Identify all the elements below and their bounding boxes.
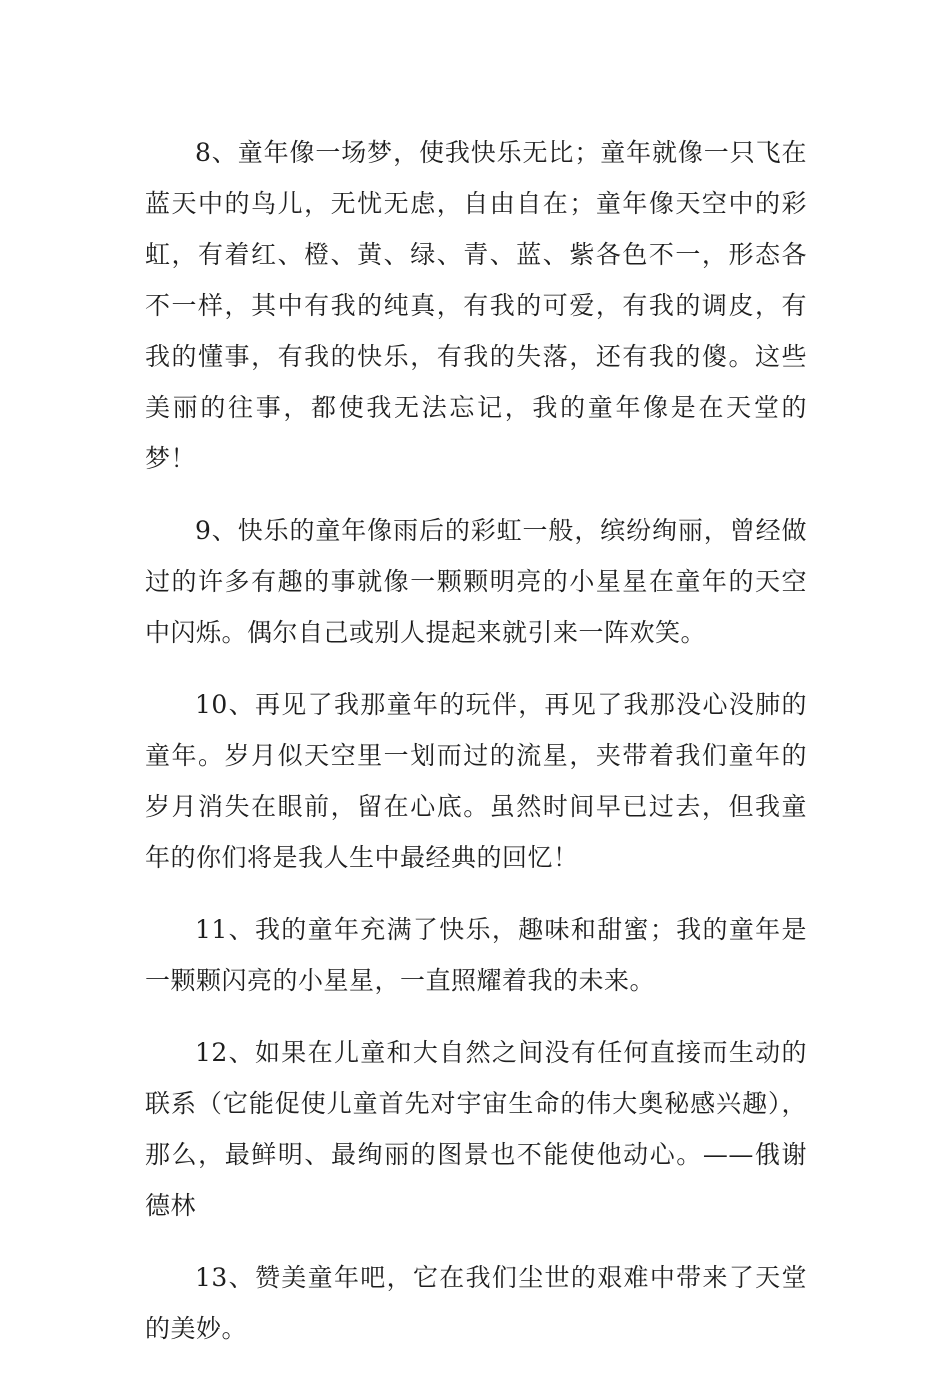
document-body bbox=[145, 127, 807, 1375]
paragraph-10: 10、再见了我那童年的玩伴，再见了我那没心没肺的童年。岁月似天空里一划而过的流星，夹带着我们童年的岁月消失在眼前，留在心底。虽然时间早已过去，但我童年的你们将是我人生中最经典的回忆！ bbox=[145, 690, 807, 872]
paragraph-12: 12、如果在儿童和大自然之间没有任何直接而生动的联系（它能促使儿童首先对宇宙生命的伟大奥秘感兴趣），那么，最鲜明、最绚丽的图景也不能使他动心。——俄谢德林 bbox=[145, 1038, 807, 1220]
paragraph-11: 11、我的童年充满了快乐，趣味和甜蜜；我的童年是一颗颗闪亮的小星星，一直照耀着我的未来。 bbox=[145, 915, 807, 995]
paragraph-13: 13、赞美童年吧，它在我们尘世的艰难中带来了天堂的美妙。 bbox=[145, 1263, 807, 1343]
paragraph-8: 8、童年像一场梦，使我快乐无比；童年就像一只飞在蓝天中的鸟儿，无忧无虑，自由自在；童年像天空中的彩虹，有着红、橙、黄、绿、青、蓝、紫各色不一，形态各不一样，其中有我的纯真，有我的可爱，有我的调皮，有我的懂事，有我的快乐，有我的失落，还有我的傻。这些美丽的往事，都使我无法忘记，我的童年像是在天堂的梦！ bbox=[145, 138, 807, 473]
paragraph-9: 9、快乐的童年像雨后的彩虹一般，缤纷绚丽，曾经做过的许多有趣的事就像一颗颗明亮的小星星在童年的天空中闪烁。偶尔自己或别人提起来就引来一阵欢笑。 bbox=[145, 516, 807, 647]
